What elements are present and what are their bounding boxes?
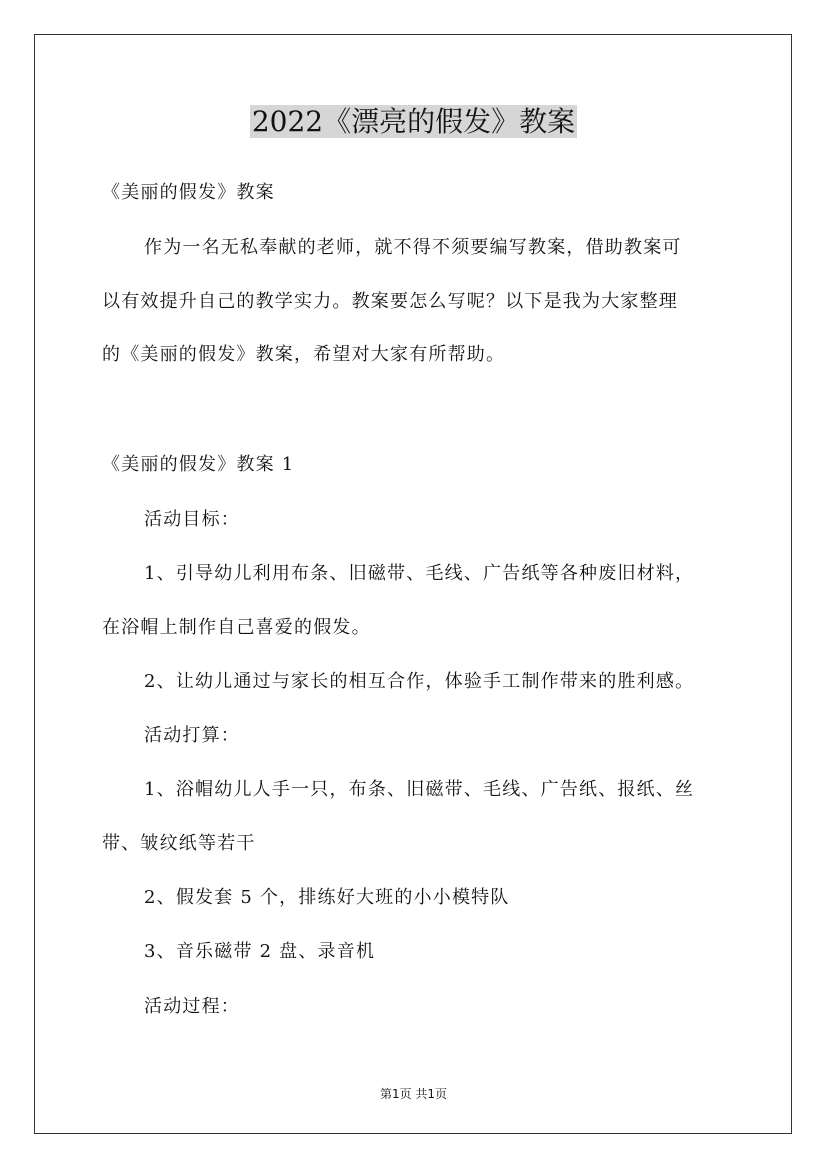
document-title: 2022《漂亮的假发》教案 — [251, 105, 576, 138]
text-line-12: 带、皱纹纸等若干 — [102, 833, 256, 854]
text-line-13: 2、假发套 5 个，排练好大班的小小模特队 — [144, 887, 510, 908]
text-line-8: 在浴帽上制作自己喜爱的假发。 — [102, 617, 371, 638]
text-line-10: 活动打算： — [144, 725, 240, 746]
text-line-5: 《美丽的假发》教案 1 — [102, 454, 295, 475]
text-line-15: 活动过程： — [144, 996, 240, 1017]
text-line-11: 1、浴帽幼儿人手一只，布条、旧磁带、毛线、广告纸、报纸、丝 — [144, 779, 695, 800]
text-line-7: 1、引导幼儿利用布条、旧磁带、毛线、广告纸等各种废旧材料， — [144, 563, 695, 584]
page-footer: 第1页 共1页 — [379, 1087, 448, 1101]
text-line-1: 《美丽的假发》教案 — [102, 182, 275, 203]
text-line-4: 的《美丽的假发》教案，希望对大家有所帮助。 — [102, 344, 506, 365]
text-line-14: 3、音乐磁带 2 盘、录音机 — [144, 941, 376, 962]
text-line-6: 活动目标： — [144, 509, 240, 530]
text-line-3: 以有效提升自己的教学实力。教案要怎么写呢？以下是我为大家整理 — [102, 291, 678, 312]
text-line-9: 2、让幼儿通过与家长的相互合作，体验手工制作带来的胜利感。 — [144, 671, 695, 692]
text-line-2: 作为一名无私奉献的老师，就不得不须要编写教案，借助教案可 — [144, 237, 682, 258]
